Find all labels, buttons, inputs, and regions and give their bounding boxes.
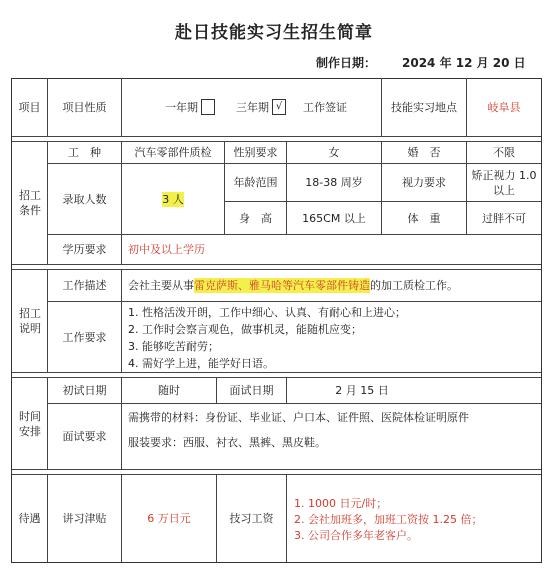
wage-item: 1. 1000 日元/时； — [294, 497, 388, 510]
headcount-value: 3 人 — [162, 192, 184, 206]
job-type-label: 工 种 — [68, 146, 101, 159]
requirement-item: 4. 需好学上进，能学好日语。 — [128, 357, 274, 370]
one-year-checkbox[interactable] — [201, 99, 215, 115]
first-interview-label: 初试日期 — [62, 384, 107, 397]
interview-requirements — [128, 410, 469, 451]
marriage-label: 婚 否 — [407, 146, 441, 159]
weight-label: 体 重 — [407, 211, 441, 225]
wage-list — [294, 496, 482, 544]
work-desc-pre: 会社主要从事 — [128, 279, 194, 292]
marriage-value: 不限 — [493, 146, 515, 159]
age-value: 18-38 周岁 — [305, 176, 363, 189]
headcount-cell — [122, 164, 224, 234]
height-value: 165CM 以上 — [302, 211, 366, 225]
requirement-item: 1. 性格活泼开朗，工作中细心、认真、有耐心和上进心； — [128, 306, 406, 319]
height-label: 身 高 — [239, 211, 272, 225]
gender-value: 女 — [328, 146, 340, 159]
wage-label: 技习工资 — [229, 512, 274, 525]
job-type-value: 汽车零部件质检 — [134, 146, 212, 159]
wage-item: 2. 会社加班多，加班工资按 1.25 倍； — [294, 513, 483, 526]
requirement-item: 2. 工作时会察言观色，做事机灵，能随机应变； — [128, 323, 362, 336]
interview-date-value: 2 月 15 日 — [335, 384, 389, 397]
vision-value: 矫正视力 1.0 以上 — [471, 168, 537, 197]
project-nature-label: 项目性质 — [62, 100, 107, 114]
requirements-label: 工作要求 — [62, 330, 107, 344]
work-desc-post: 的加工质检工作。 — [370, 279, 458, 292]
interview-req-label: 面试要求 — [62, 430, 107, 443]
first-interview-value: 随时 — [158, 384, 180, 397]
three-year-checkbox[interactable]: √ — [272, 99, 286, 115]
work-desc-label: 工作描述 — [62, 279, 107, 292]
dress-code-text: 服装要求：西服、衬衣、黑裤、黑皮鞋。 — [128, 436, 326, 449]
allowance-label: 讲习津贴 — [62, 512, 107, 525]
weight-value: 过胖不可 — [482, 211, 526, 225]
one-year-label: 一年期 — [165, 100, 198, 114]
one-year-option[interactable] — [150, 78, 230, 136]
three-year-option[interactable] — [226, 78, 296, 136]
schedule-section-label: 时间安排 — [19, 409, 41, 438]
requirements-list — [128, 304, 406, 372]
page-title: 赴日技能实习生招生简章 — [175, 23, 373, 43]
location-value: 岐阜县 — [487, 100, 521, 114]
visa-type: 工作签证 — [303, 100, 347, 114]
recruit-section-label: 招工条件 — [19, 189, 41, 217]
education-label: 学历要求 — [62, 243, 107, 256]
work-desc-highlight: 雷克萨斯、雅马哈等汽车零部件铸造 — [194, 279, 370, 292]
education-value: 初中及以上学历 — [128, 243, 205, 256]
gender-label: 性别要求 — [233, 146, 278, 159]
requirement-item: 3. 能够吃苦耐劳； — [128, 340, 219, 353]
headcount-label: 录取人数 — [62, 192, 107, 206]
date-label: 制作日期： — [316, 56, 377, 70]
three-year-label: 三年期 — [236, 100, 269, 114]
age-label: 年龄范围 — [233, 176, 278, 189]
project-label: 项目 — [18, 100, 41, 114]
benefits-section-label: 待遇 — [18, 512, 41, 525]
allowance-value: 6 万日元 — [147, 512, 191, 525]
location-label: 技能实习地点 — [391, 100, 457, 114]
interview-date-label: 面试日期 — [229, 384, 274, 397]
materials-text: 需携带的材料：身份证、毕业证、户口本、证件照、医院体检证明原件 — [128, 411, 469, 424]
work-desc — [122, 270, 541, 301]
wage-item: 3. 公司合作多年老客户。 — [294, 529, 418, 542]
date-value: 2024 年 12 月 20 日 — [402, 56, 526, 70]
vision-label: 视力要求 — [402, 176, 446, 189]
description-section-label: 招工说明 — [19, 307, 41, 335]
